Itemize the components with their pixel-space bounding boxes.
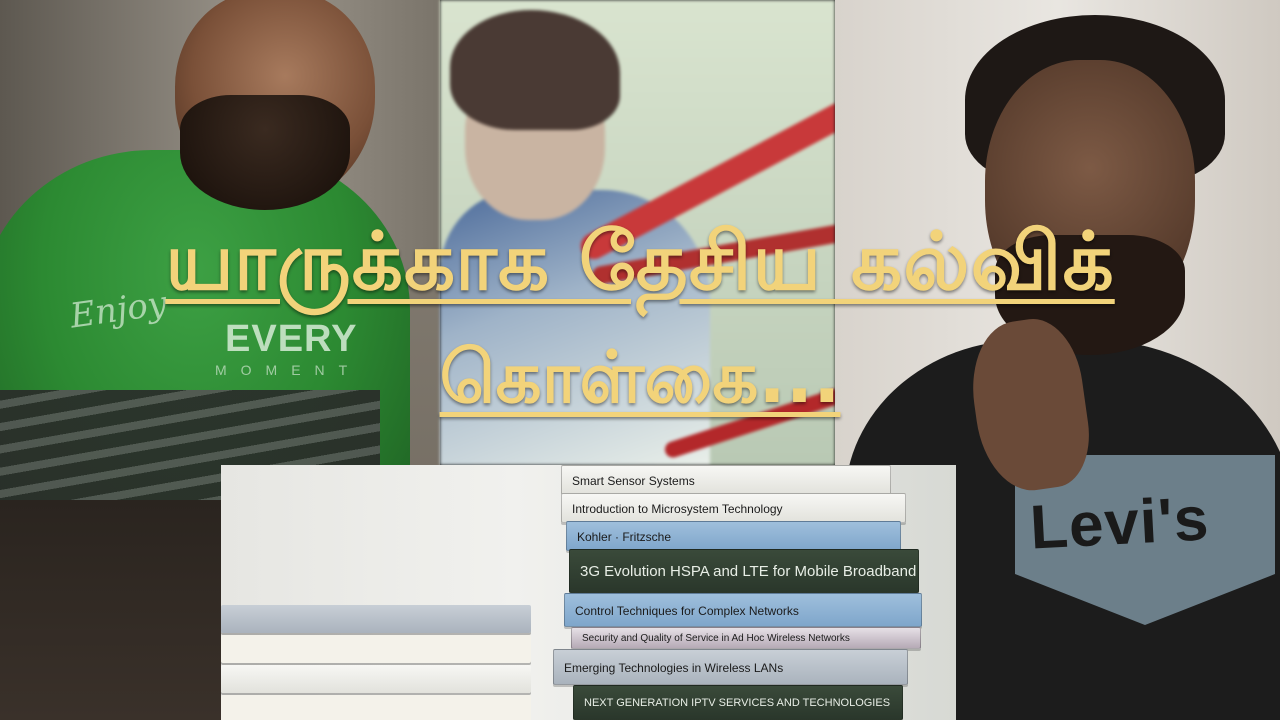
shirt-print-script: Enjoy — [67, 283, 170, 337]
book-left-stack — [221, 665, 531, 693]
headline-line-2: கொள்கை... — [439, 335, 841, 419]
book-spine: NEXT GENERATION IPTV SERVICES AND TECHNOLOGIES — [573, 685, 903, 720]
book-spine: Kohler · Fritzsche — [566, 521, 901, 551]
illustration-hair — [450, 10, 620, 130]
book-spine: Security and Quality of Service in Ad Hoc Wireless Networks — [571, 627, 921, 649]
shirt-print-sub: MOMENT — [215, 362, 362, 378]
book-spine: Emerging Technologies in Wireless LANs — [553, 649, 908, 685]
book-left-stack — [221, 605, 531, 633]
shirt-logo-text: Levi's — [1028, 484, 1211, 563]
books-photo — [221, 465, 956, 720]
book-spine: 3G Evolution HSPA and LTE for Mobile Broadband — [569, 549, 919, 593]
shirt-print-main: EVERY — [225, 318, 358, 360]
book-spine: Control Techniques for Complex Networks — [564, 593, 922, 627]
left-person-beard — [180, 95, 350, 210]
book-left-stack — [221, 635, 531, 663]
book-spine: Smart Sensor Systems — [561, 465, 891, 495]
book-left-stack — [221, 695, 531, 720]
book-spine: Introduction to Microsystem Technology — [561, 493, 906, 523]
headline-line-1: யாருக்காக தேசிய கல்விக் — [165, 215, 1115, 308]
